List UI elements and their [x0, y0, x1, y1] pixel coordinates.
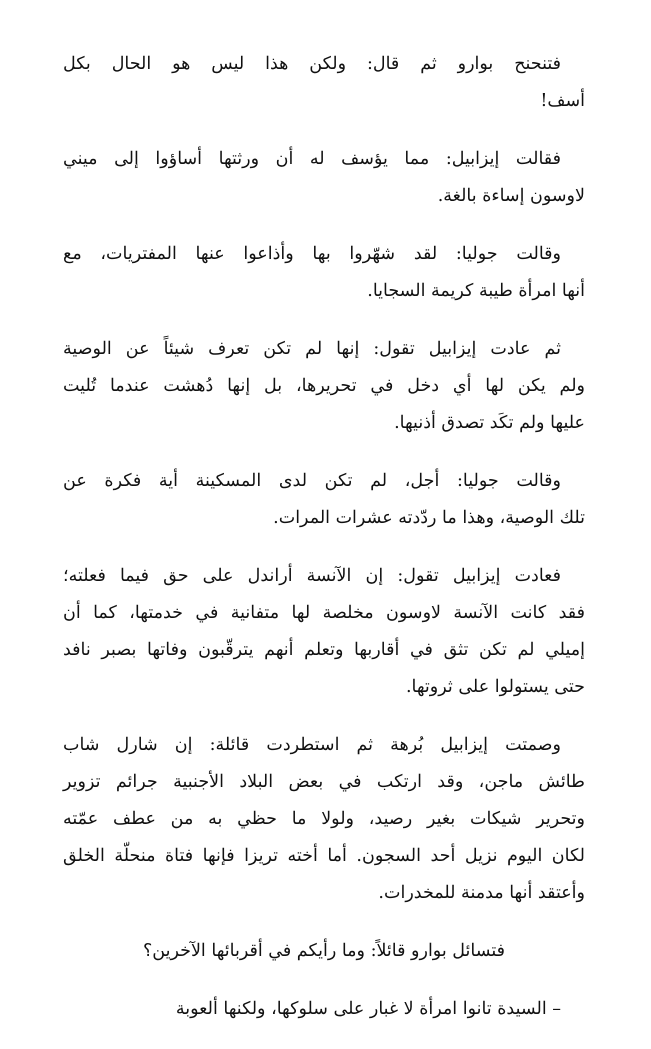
text-line: لاوسون إساءة بالغة. [437, 186, 585, 206]
text-line: حتى يستولوا على ثروتها. [405, 677, 585, 697]
text-line: وأعتقد أنها مدمنة للمخدرات. [378, 883, 585, 903]
paragraph [63, 46, 585, 120]
paragraph [63, 236, 585, 310]
text-line: فقد كانت الآنسة لاوسون مخلصة لها متفانية في خدمتها، كما أن [63, 603, 585, 623]
text-line: تلك الوصية، وهذا ما ردّدته عشرات المرات. [273, 508, 585, 528]
text-line: أسف! [540, 91, 585, 111]
text-line: ولم يكن لها أي دخل في تحريرها، بل إنها دُهشت عندما تُليت [63, 376, 585, 396]
text-line: ثم عادت إيزابيل تقول: إنها لم تكن تعرف شيئاً عن الوصية [63, 339, 561, 359]
text-line: وقالت جوليا: أجل، لم تكن لدى المسكينة أية فكرة عن [63, 471, 561, 491]
text-line: طائش ماجن، وقد ارتكب في بعض البلاد الأجنبية جرائم تزوير [63, 772, 585, 792]
text-line: فعادت إيزابيل تقول: إن الآنسة أراندل على حق فيما فعلته؛ [63, 566, 561, 586]
text-line: لكان اليوم نزيل أحد السجون. أما أخته تريزا فإنها فتاة منحلّة الخلق [63, 846, 585, 866]
text-line: عليها ولم تكَد تصدق أذنيها. [394, 413, 585, 433]
book-page [63, 46, 585, 1049]
paragraph [63, 933, 585, 970]
paragraph [63, 141, 585, 215]
text-line: أنها امرأة طيبة كريمة السجايا. [367, 281, 585, 301]
paragraph [63, 991, 585, 1028]
paragraph [63, 331, 585, 442]
text-line: وقالت جوليا: لقد شهّروا بها وأذاعوا عنها المفتريات، مع [63, 244, 561, 264]
text-line: فتنحنح بوارو ثم قال: ولكن هذا ليس هو الحال بكل [63, 54, 561, 74]
paragraph [63, 558, 585, 706]
text-line: إميلي لم تكن تثق في أقاربها وتعلم أنهم يترقّبون وفاتها بصبر نافد [63, 640, 585, 660]
paragraph [63, 463, 585, 537]
text-line: فقالت إيزابيل: مما يؤسف له أن ورثتها أساؤوا إلى ميني [63, 149, 561, 169]
text-line: فتسائل بوارو قائلاً: وما رأيكم في أقربائها الآخرين؟ [143, 941, 505, 961]
text-line: وصمتت إيزابيل بُرهة ثم استطردت قائلة: إن شارل شاب [63, 735, 561, 755]
text-line: وتحرير شيكات بغير رصيد، ولولا ما حظي به من عطف عمّته [63, 809, 585, 829]
text-line: – السيدة تانوا امرأة لا غبار على سلوكها، ولكنها ألعوبة [175, 999, 561, 1019]
paragraph [63, 727, 585, 912]
